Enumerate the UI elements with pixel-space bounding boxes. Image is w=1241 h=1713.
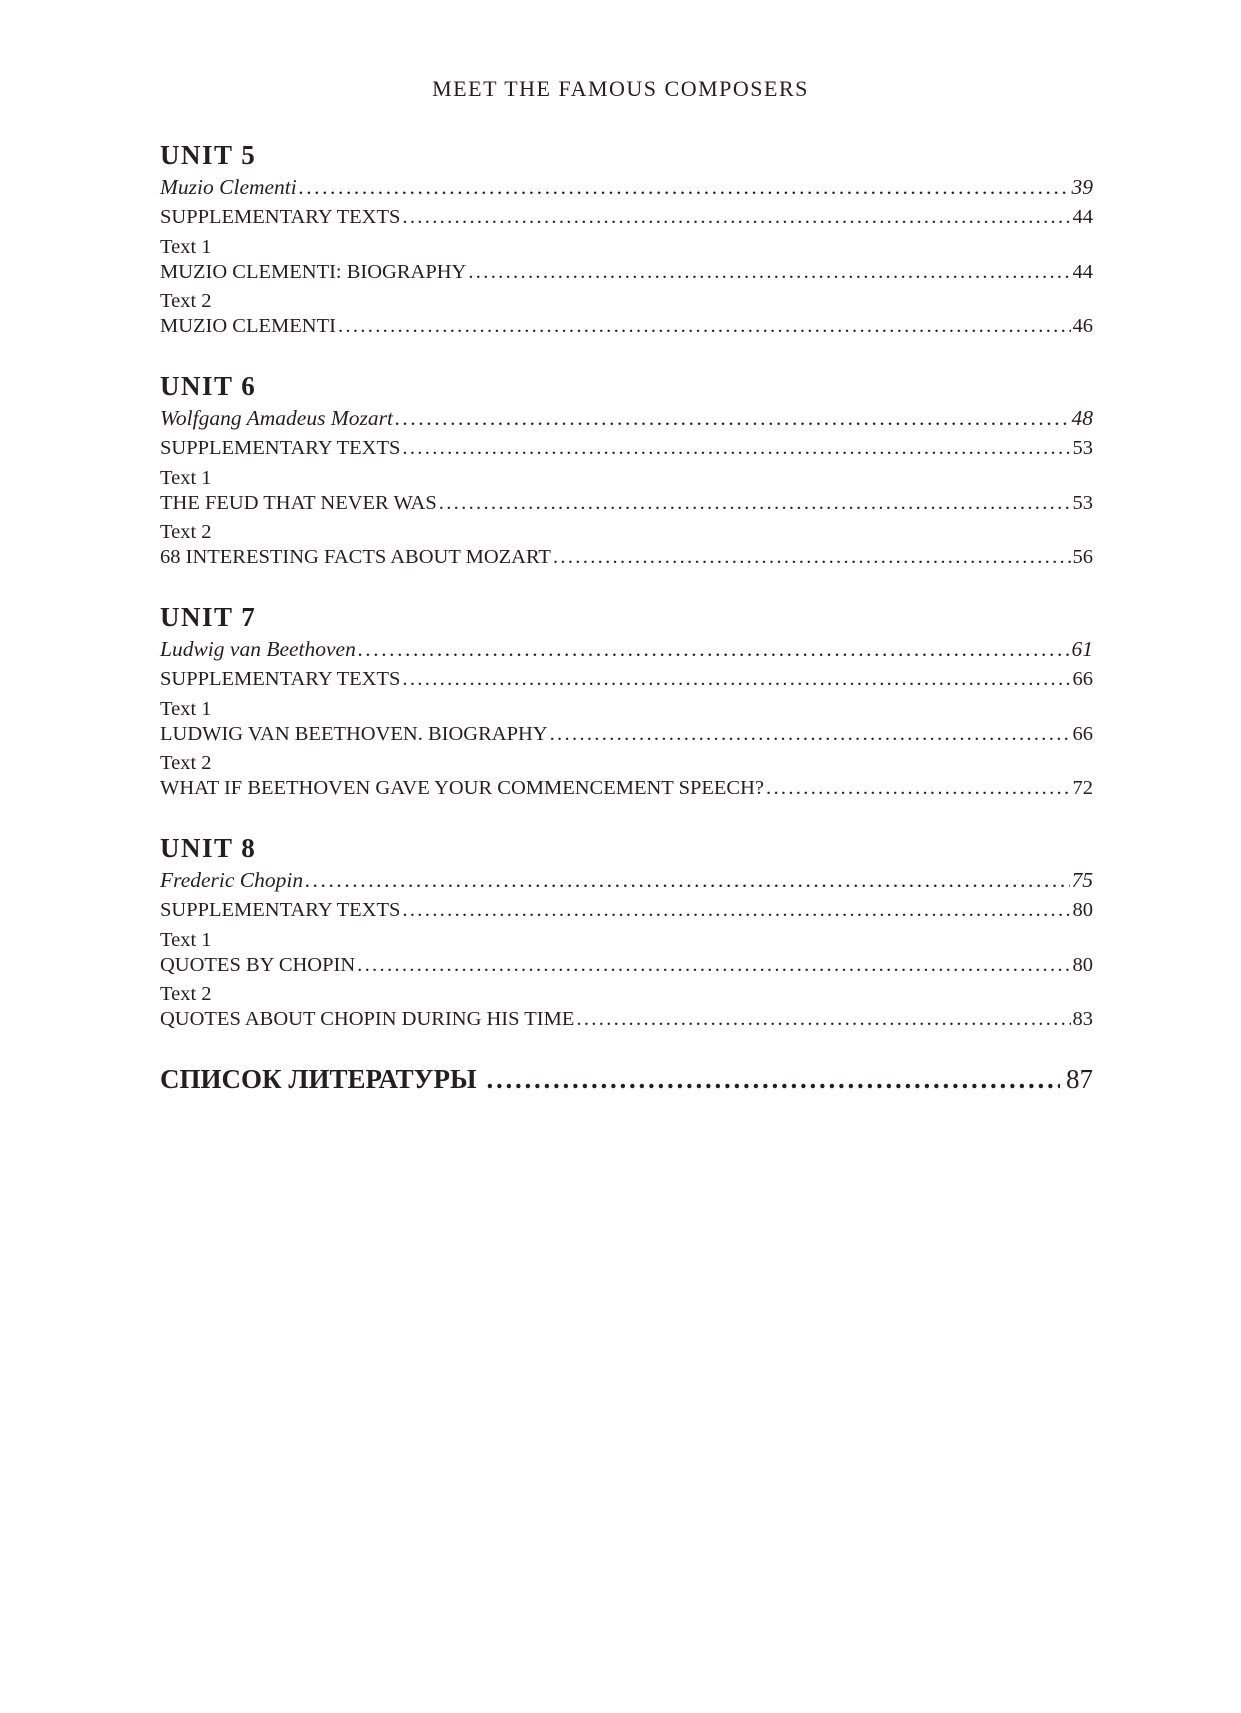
text-row xyxy=(160,491,1093,516)
toc-entry-text[interactable] xyxy=(160,928,1093,978)
entry-label: SUPPLEMENTARY TEXTS xyxy=(160,437,401,459)
leader-dots xyxy=(576,1007,1070,1032)
toc-entry-text[interactable] xyxy=(160,982,1093,1032)
page-number: 80 xyxy=(1072,899,1093,921)
text-row xyxy=(160,776,1093,801)
entry-label: QUOTES ABOUT CHOPIN DURING HIS TIME xyxy=(160,1008,575,1030)
text-number: Text 2 xyxy=(160,521,212,543)
text-row xyxy=(160,1007,1093,1032)
toc-entry-main[interactable] xyxy=(160,172,1093,203)
leader-dots xyxy=(553,545,1071,570)
text-row xyxy=(160,260,1093,285)
entry-label: СПИСОК ЛИТЕРАТУРЫ xyxy=(160,1064,477,1094)
unit-title: UNIT 6 xyxy=(160,371,257,401)
page-number: 61 xyxy=(1071,637,1093,661)
entry-label: MUZIO CLEMENTI: BIOGRAPHY xyxy=(160,261,467,283)
page-number: 39 xyxy=(1071,175,1093,199)
entry-label: 68 INTERESTING FACTS ABOUT MOZART xyxy=(160,546,551,568)
toc-entry-supplementary[interactable] xyxy=(160,896,1093,924)
page-number: 87 xyxy=(1066,1064,1093,1094)
entry-label: Wolfgang Amadeus Mozart xyxy=(160,406,393,430)
page-number: 56 xyxy=(1072,546,1093,568)
entry-label: LUDWIG VAN BEETHOVEN. BIOGRAPHY xyxy=(160,723,548,745)
unit-8 xyxy=(160,831,1093,1032)
text-number: Text 2 xyxy=(160,752,212,774)
toc-entry-text[interactable] xyxy=(160,466,1093,516)
leader-dots xyxy=(357,953,1070,978)
entry-label: SUPPLEMENTARY TEXTS xyxy=(160,668,401,690)
entry-label: QUOTES BY CHOPIN xyxy=(160,954,356,976)
toc-entry-bibliography[interactable] xyxy=(160,1062,1093,1096)
text-row xyxy=(160,545,1093,570)
page-number: 80 xyxy=(1072,954,1093,976)
text-number: Text 1 xyxy=(160,929,212,951)
entry-label: Muzio Clementi xyxy=(160,175,297,199)
page-number: 53 xyxy=(1072,437,1093,459)
entry-label: WHAT IF BEETHOVEN GAVE YOUR COMMENCEMENT SPEECH? xyxy=(160,777,764,799)
leader-dots xyxy=(402,665,1070,693)
entry-label: SUPPLEMENTARY TEXTS xyxy=(160,899,401,921)
text-number: Text 2 xyxy=(160,983,212,1005)
leader-dots xyxy=(402,203,1070,231)
text-row xyxy=(160,314,1093,339)
page-number: 44 xyxy=(1072,261,1093,283)
text-number: Text 2 xyxy=(160,290,212,312)
page-number: 53 xyxy=(1072,492,1093,514)
entry-label: Frederic Chopin xyxy=(160,868,304,892)
page-number: 66 xyxy=(1072,668,1093,690)
leader-dots xyxy=(338,314,1071,339)
entry-label: MUZIO CLEMENTI xyxy=(160,315,336,337)
table-of-contents xyxy=(160,138,1093,1096)
leader-dots xyxy=(766,776,1071,801)
unit-7 xyxy=(160,600,1093,801)
leader-dots xyxy=(468,260,1070,285)
toc-entry-supplementary[interactable] xyxy=(160,434,1093,462)
page-number: 66 xyxy=(1072,723,1093,745)
page-number: 48 xyxy=(1071,406,1093,430)
unit-title: UNIT 8 xyxy=(160,833,257,863)
page-number: 75 xyxy=(1071,868,1093,892)
leader-dots xyxy=(402,896,1070,924)
toc-entry-text[interactable] xyxy=(160,289,1093,339)
leader-dots xyxy=(305,865,1069,896)
page-number: 46 xyxy=(1072,315,1093,337)
page-number: 72 xyxy=(1072,777,1093,799)
toc-entry-supplementary[interactable] xyxy=(160,665,1093,693)
unit-6 xyxy=(160,369,1093,570)
leader-dots xyxy=(402,434,1070,462)
leader-dots xyxy=(439,491,1071,516)
text-number: Text 1 xyxy=(160,467,212,489)
unit-5 xyxy=(160,138,1093,339)
toc-entry-supplementary[interactable] xyxy=(160,203,1093,231)
toc-entry-main[interactable] xyxy=(160,865,1093,896)
toc-entry-text[interactable] xyxy=(160,235,1093,285)
text-number: Text 1 xyxy=(160,236,212,258)
entry-label: THE FEUD THAT NEVER WAS xyxy=(160,492,437,514)
toc-entry-text[interactable] xyxy=(160,697,1093,747)
leader-dots xyxy=(358,634,1070,665)
toc-entry-main[interactable] xyxy=(160,634,1093,665)
toc-entry-text[interactable] xyxy=(160,520,1093,570)
text-row xyxy=(160,953,1093,978)
entry-label: SUPPLEMENTARY TEXTS xyxy=(160,206,401,228)
text-row xyxy=(160,722,1093,747)
leader-dots xyxy=(550,722,1071,747)
leader-dots xyxy=(299,172,1070,203)
toc-entry-text[interactable] xyxy=(160,751,1093,801)
entry-label: Ludwig van Beethoven xyxy=(160,637,356,661)
page-number: 83 xyxy=(1072,1008,1093,1030)
leader-dots xyxy=(395,403,1070,434)
page-number: 44 xyxy=(1072,206,1093,228)
running-head: MEET THE FAMOUS COMPOSERS xyxy=(432,76,809,101)
unit-title: UNIT 5 xyxy=(160,140,257,170)
leader-dots xyxy=(486,1062,1060,1096)
toc-entry-main[interactable] xyxy=(160,403,1093,434)
unit-title: UNIT 7 xyxy=(160,602,257,632)
text-number: Text 1 xyxy=(160,698,212,720)
